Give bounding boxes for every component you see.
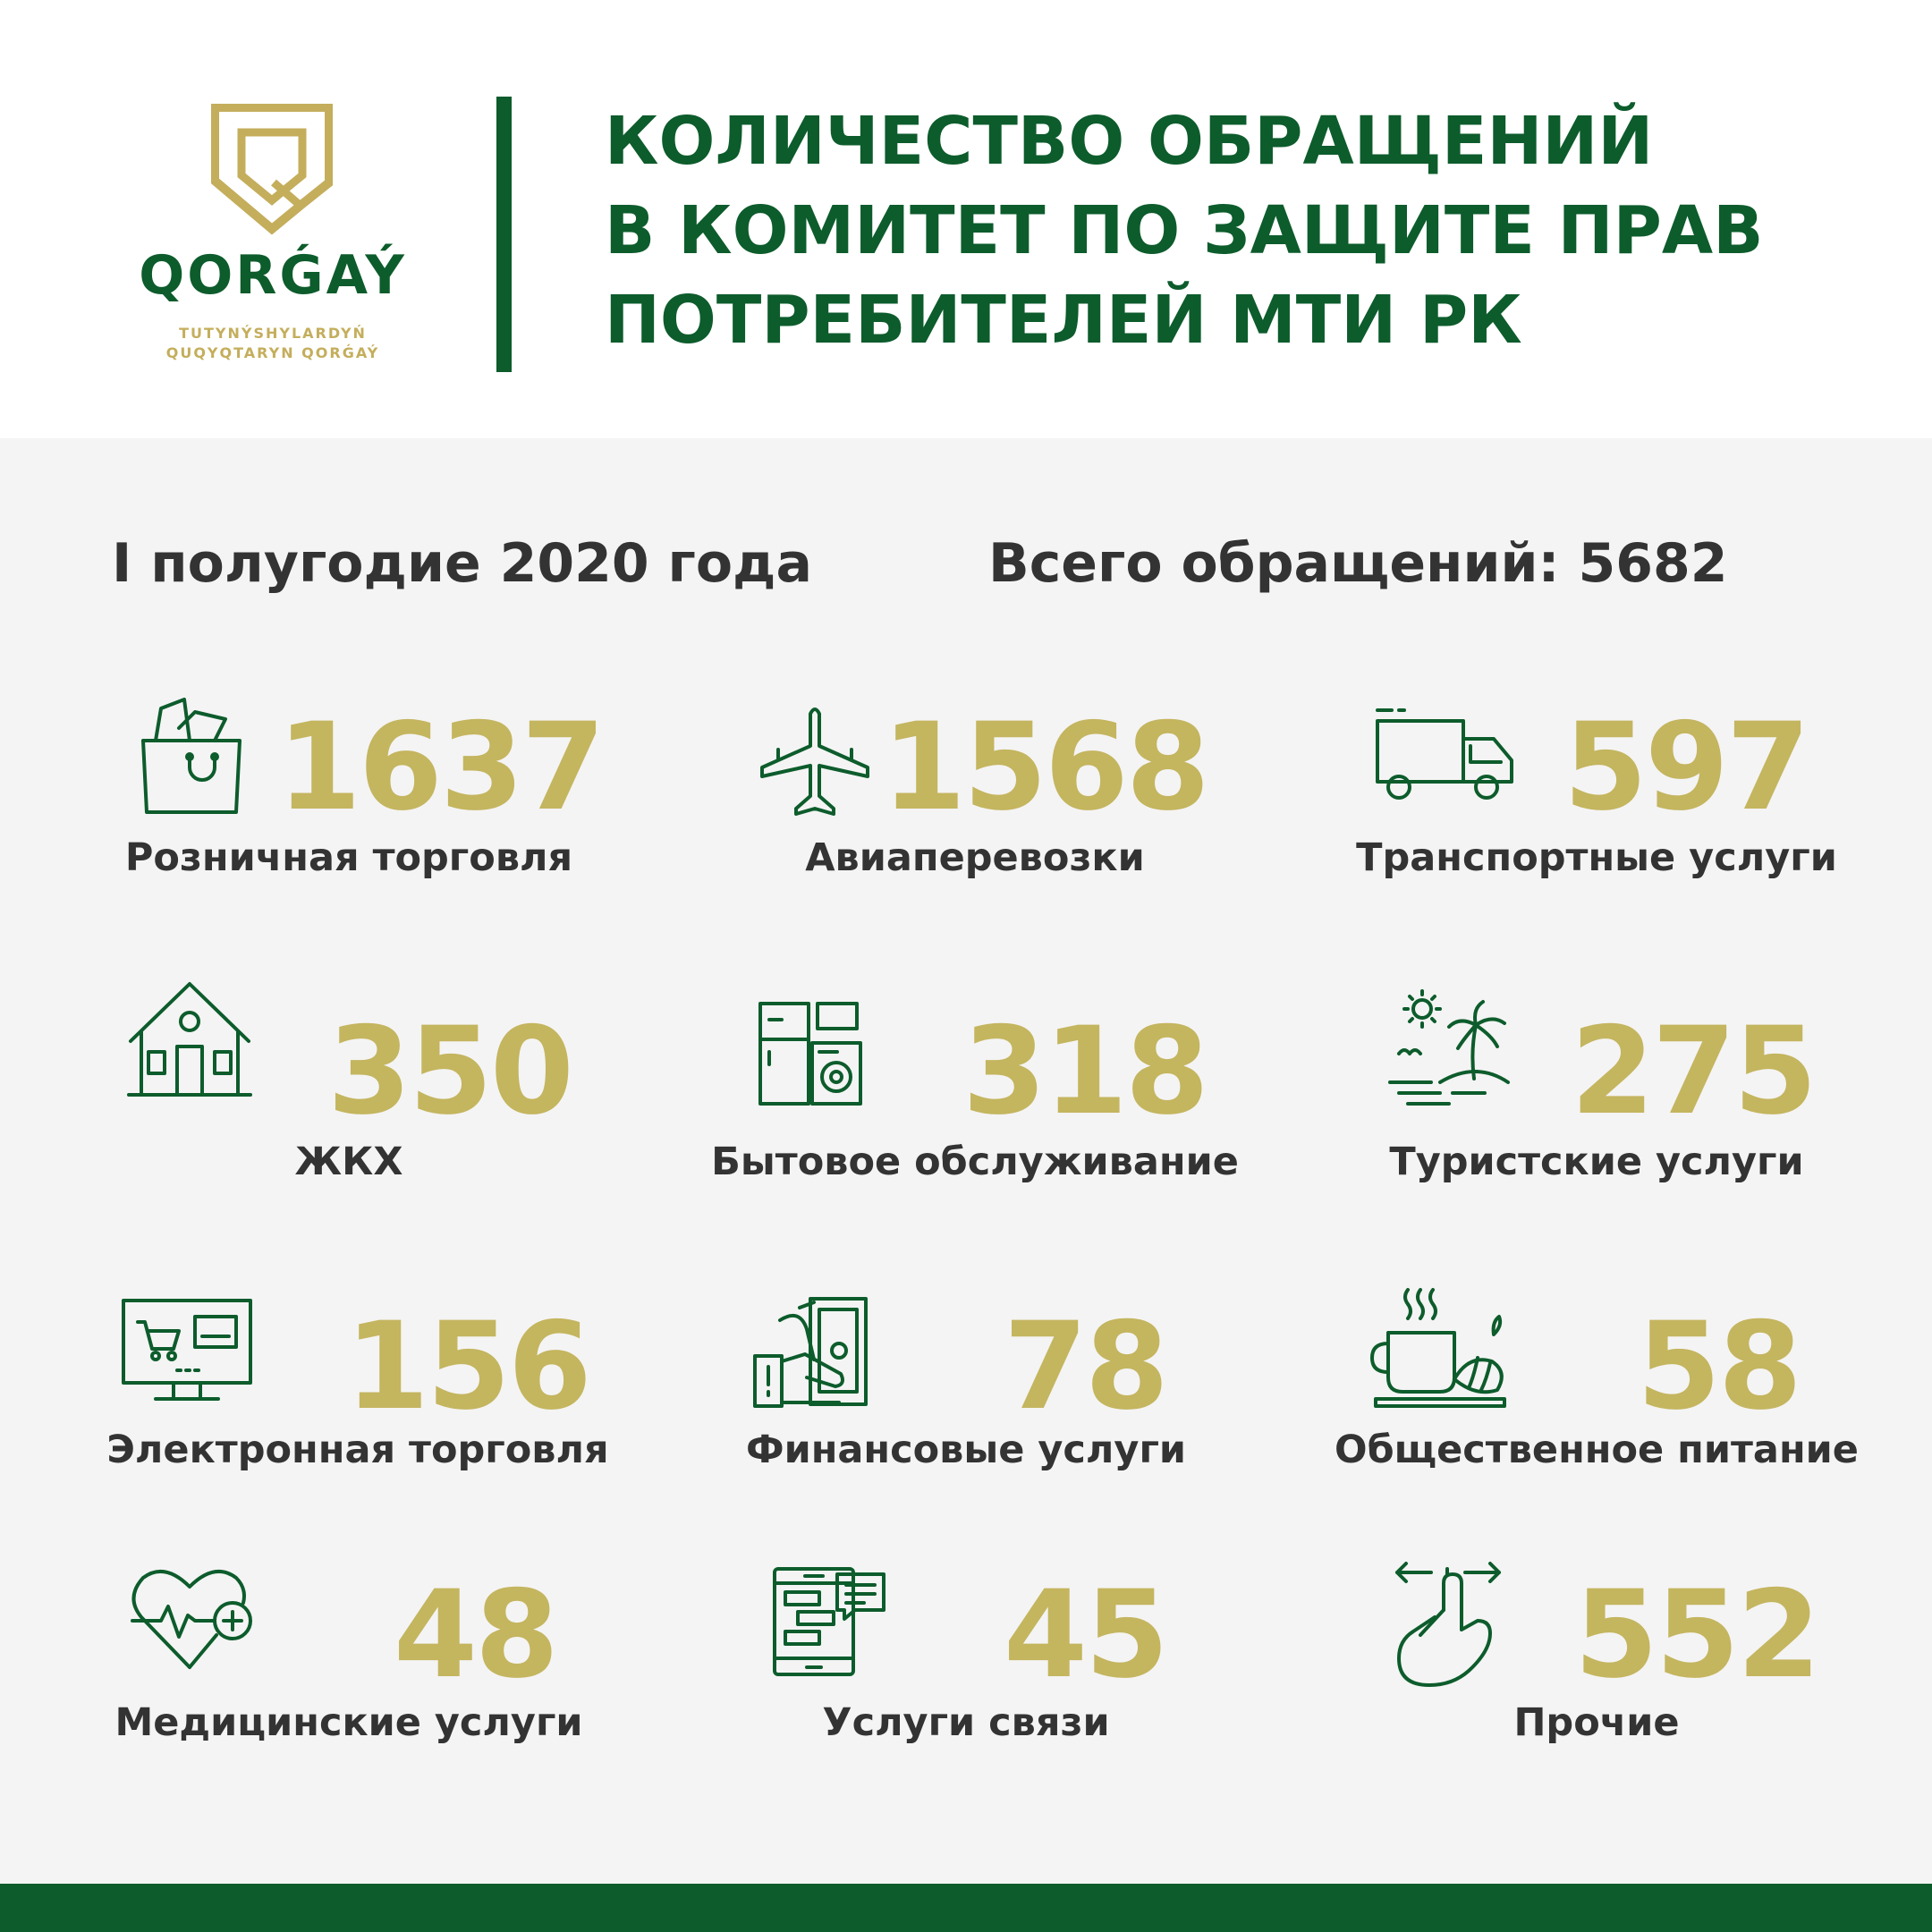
stat-label: Транспортные услуги (1356, 835, 1837, 880)
logo-subtitle-line2: QUQYQTARYN QORǴAÝ (165, 344, 380, 361)
stat-value: 552 (1574, 1564, 1818, 1705)
stat-transport (1324, 680, 1932, 948)
stat-value: 597 (1563, 697, 1808, 837)
period-label: I полугодие 2020 года (112, 532, 812, 595)
stat-label: Бытовое обслуживание (711, 1140, 1239, 1184)
stat-label: Услуги связи (822, 1700, 1110, 1745)
stat-other (1324, 1547, 1932, 1816)
logo-wordmark: QORǴAÝ (139, 244, 407, 307)
stat-label: Розничная торговля (124, 835, 573, 880)
shopping-bag-icon (138, 692, 245, 818)
stat-value: 318 (962, 1001, 1207, 1141)
house-icon (127, 979, 252, 1100)
swipe-hand-icon (1390, 1555, 1506, 1689)
header-divider (496, 97, 512, 372)
truck-icon (1374, 707, 1517, 805)
heart-pulse-icon (129, 1565, 263, 1682)
stat-medical (89, 1547, 716, 1816)
stat-tourism (1324, 984, 1932, 1252)
stat-value: 350 (327, 1001, 572, 1141)
stat-aviation (707, 680, 1333, 948)
header (0, 0, 1932, 438)
stat-ecommerce (89, 1279, 716, 1547)
stat-label: ЖКХ (294, 1140, 403, 1184)
stat-catering (1324, 1279, 1932, 1547)
stat-value: 275 (1571, 1001, 1815, 1141)
beach-island-icon (1386, 989, 1512, 1106)
title-line-2: В КОМИТЕТ ПО ЗАЩИТЕ ПРАВ (605, 192, 1764, 269)
phone-chat-icon (771, 1565, 887, 1678)
stat-label: Медицинские услуги (114, 1700, 583, 1745)
online-shopping-icon (120, 1297, 254, 1404)
airplane-icon (757, 703, 873, 819)
stat-label: Авиаперевозки (805, 835, 1145, 880)
logo-subtitle-line1: TUTYNÝSHYLARDYŃ (179, 325, 367, 342)
title-line-1: КОЛИЧЕСТВО ОБРАЩЕНИЙ (605, 103, 1654, 180)
money-hand-icon (753, 1297, 869, 1410)
stat-label: Туристские услуги (1389, 1140, 1804, 1184)
stat-label: Общественное питание (1335, 1428, 1859, 1472)
stat-value: 1568 (882, 697, 1208, 837)
stat-retail (89, 680, 716, 948)
title-line-3: ПОТРЕБИТЕЛЕЙ МТИ РК (605, 282, 1522, 359)
shield-logo-icon (211, 104, 333, 238)
stat-telecom (707, 1547, 1333, 1816)
stat-value: 1637 (277, 697, 603, 837)
stat-value: 58 (1637, 1296, 1800, 1436)
page-title (605, 97, 1764, 365)
stat-value: 45 (1004, 1564, 1166, 1705)
footer-bar (0, 1884, 1932, 1932)
stat-value: 156 (345, 1296, 589, 1436)
stat-finance (707, 1279, 1333, 1547)
stat-label: Электронная торговля (106, 1428, 609, 1472)
stat-label: Финансовые услуги (745, 1428, 1187, 1472)
stat-value: 78 (1004, 1296, 1166, 1436)
total-label: Всего обращений: 5682 (988, 532, 1728, 595)
stat-label: Прочие (1513, 1700, 1680, 1745)
coffee-croissant-icon (1368, 1286, 1512, 1411)
stat-value: 48 (394, 1564, 556, 1705)
stat-household (707, 984, 1333, 1252)
stat-housing (89, 984, 716, 1252)
appliances-icon (757, 1000, 864, 1107)
